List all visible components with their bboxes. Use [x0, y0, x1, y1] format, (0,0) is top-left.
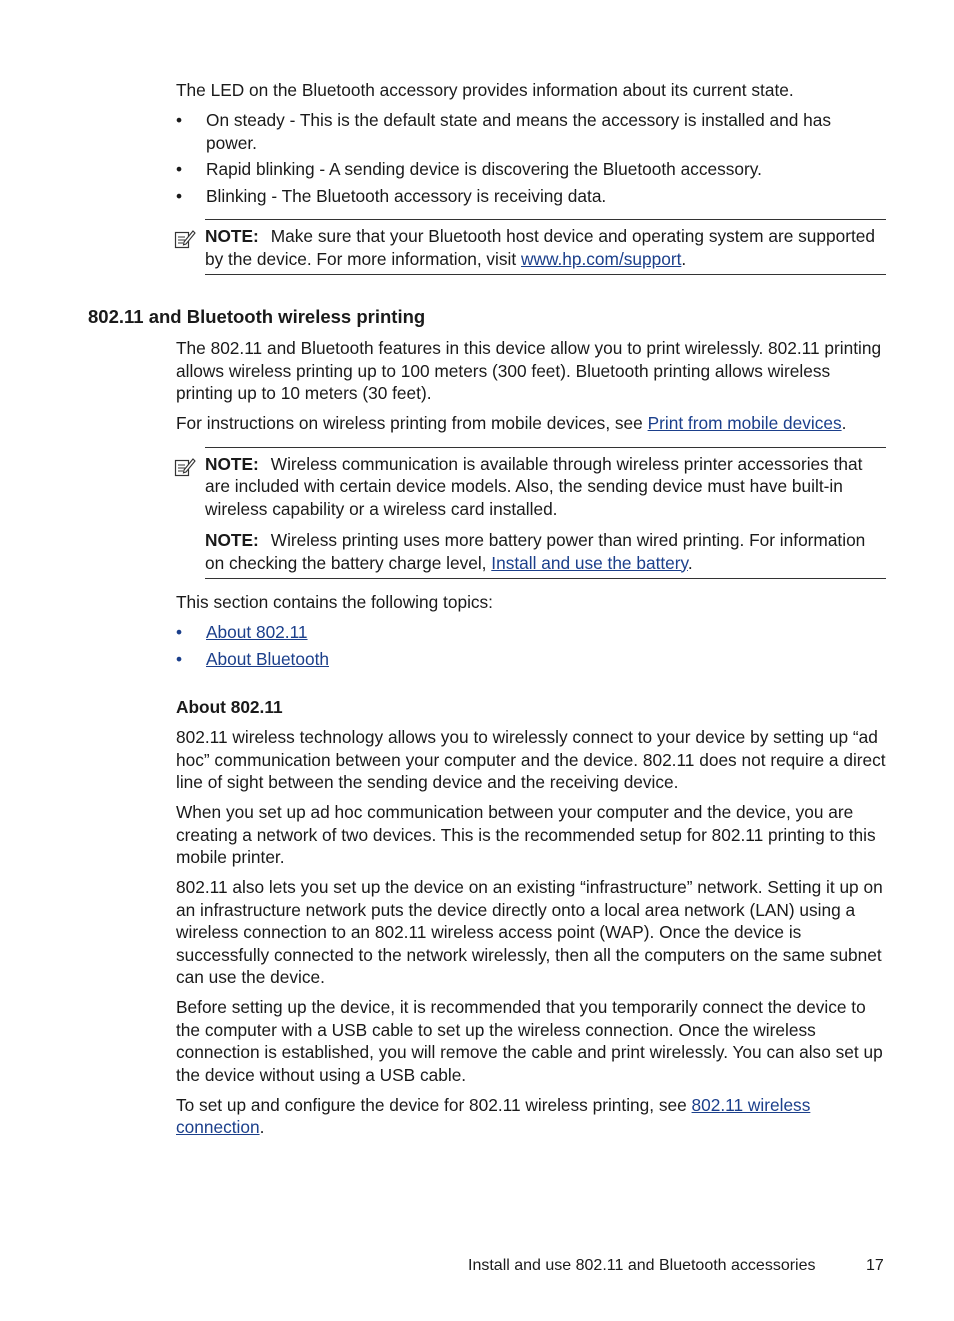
note-text: NOTE: Wireless communication is available through wireless printer accessories that are included with certain device models. Also, the sending device must have built-in wireless capability or a wireless card installed. — [205, 453, 863, 519]
led-state-list — [176, 109, 886, 207]
body-paragraph: To set up and configure the device for 802.11 wireless printing, see 802.11 wireless connection. — [176, 1094, 811, 1137]
note-box-wireless — [205, 447, 886, 580]
bullet: • — [176, 185, 183, 206]
bullet: • — [176, 622, 183, 642]
body-paragraph: 802.11 wireless technology allows you to wirelessly connect to your device by setting up “ad hoc” communication between your computer and the device. 802.11 does not require a direct line of sight between the sending device and the receiving device. — [176, 727, 886, 792]
note-label: NOTE: — [205, 226, 259, 246]
bullet: • — [176, 159, 183, 179]
note-label: NOTE: — [205, 453, 259, 474]
list-item — [176, 648, 886, 671]
note-box-support — [205, 219, 886, 275]
page-number: 17 — [866, 1257, 884, 1274]
list-item: • Rapid blinking - A sending device is discovering the Bluetooth accessory. — [176, 159, 762, 179]
about-bluetooth-link[interactable]: About Bluetooth — [206, 648, 329, 669]
about-80211-link[interactable]: About 802.11 — [206, 622, 308, 642]
section-paragraph: For instructions on wireless printing from mobile devices, see Print from mobile devices. — [176, 413, 847, 433]
wireless-connection-link[interactable]: 802.11 wireless connection — [176, 1094, 811, 1137]
note-icon — [174, 228, 196, 250]
note-text: NOTE: Make sure that your Bluetooth host device and operating system are supported by the device. For more information, visit www.hp.com/support. — [205, 226, 876, 269]
bullet: • — [176, 648, 183, 669]
body-paragraph: 802.11 also lets you set up the device on an existing “infrastructure” network. Setting it up on an infrastructure network puts the device directly onto a local area network (LAN) using a wireless connection to an 802.11 wireless access point (WAP). Once the device is successfully connected to the network wirelessly, then all the computers on the same subnet can use the device. — [176, 877, 883, 987]
print-mobile-link[interactable]: Print from mobile devices — [647, 413, 842, 433]
topics-list — [176, 621, 886, 670]
list-item — [176, 621, 886, 644]
subsection-heading: About 802.11 — [176, 697, 283, 717]
hp-support-link[interactable]: www.hp.com/support — [520, 248, 682, 269]
intro-paragraph: The LED on the Bluetooth accessory provides information about its current state. — [176, 80, 794, 100]
list-item: • Blinking - The Bluetooth accessory is receiving data. — [176, 185, 607, 206]
note-label: NOTE: — [205, 530, 259, 550]
note-icon — [174, 456, 196, 478]
footer-title: Install and use 802.11 and Bluetooth accessories — [468, 1257, 816, 1274]
list-item: • On steady - This is the default state and means the accessory is installed and has power. — [176, 110, 832, 153]
battery-link[interactable]: Install and use the battery — [491, 552, 688, 573]
topics-intro: This section contains the following topics: — [176, 592, 493, 612]
body-paragraph: Before setting up the device, it is recommended that you temporarily connect the device to the computer with a USB cable to set up the wireless connection. Once the wireless connection is established, you will remove the cable and print wirelessly. You can also set up the device without using a USB cable. — [176, 997, 883, 1085]
section-paragraph: The 802.11 and Bluetooth features in this device allow you to print wirelessly. 802.11 printing allows wireless printing up to 100 meters (300 feet). Bluetooth printing allows wireless printing up to 10 meters (30 feet). — [176, 338, 882, 403]
section-heading: 802.11 and Bluetooth wireless printing — [88, 306, 426, 327]
page-content — [88, 79, 886, 1146]
bullet: • — [176, 110, 183, 130]
body-paragraph: When you set up ad hoc communication between your computer and the device, you are creating a network of two devices. This is the recommended setup for 802.11 printing to this mobile printer. — [176, 802, 876, 867]
note-text: NOTE: Wireless printing uses more battery power than wired printing. For information on checking the battery charge level, Install and use the battery. — [205, 530, 866, 573]
